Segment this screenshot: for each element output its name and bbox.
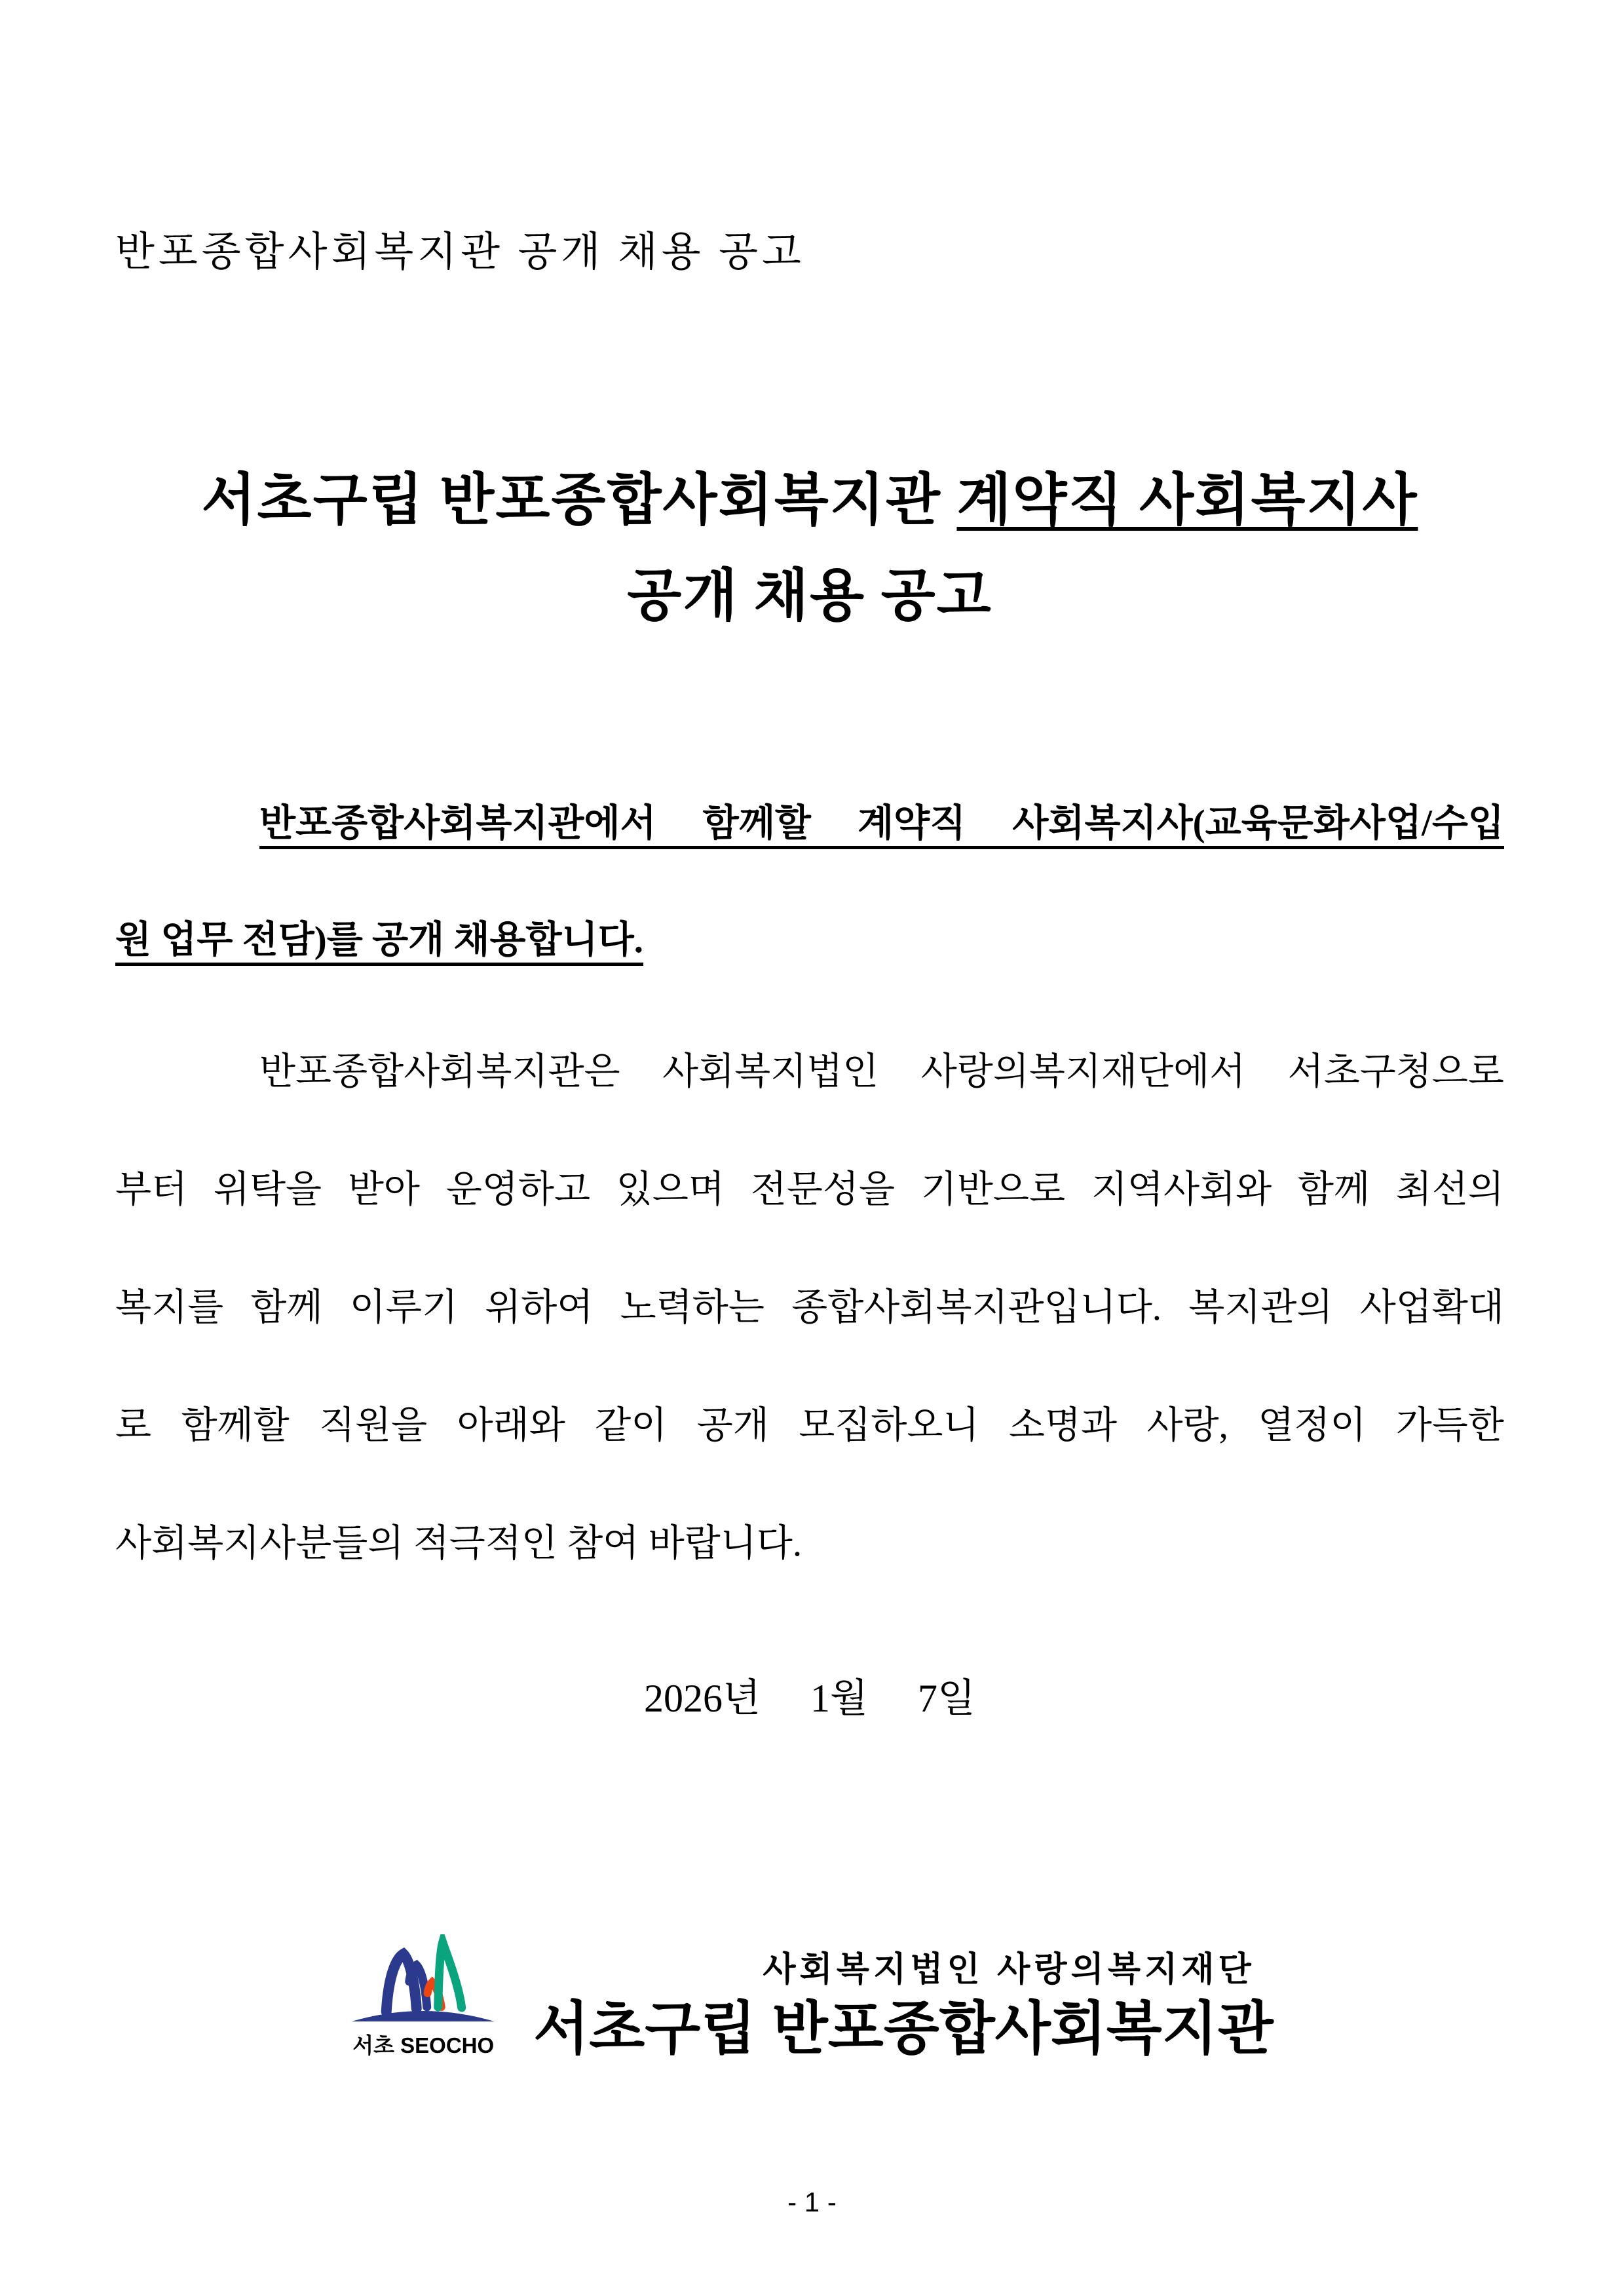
title-line-2: 공개 채용 공고 <box>627 564 992 627</box>
seocho-logo-column <box>350 1934 496 2059</box>
document-header-line: 반포종합사회복지관 공개 채용 공고 <box>115 230 805 275</box>
body-line-3: 복지를 함께 이루기 위하여 노력하는 종합사회복지관입니다. 복지관의 사업확대 <box>115 1287 1504 1328</box>
organization-name: 서초구립 반포종합사회복지관 <box>533 1996 1274 2061</box>
logo-base-dome <box>351 2011 494 2021</box>
page-number: - 1 - <box>787 2187 837 2217</box>
body-line-1: 반포종합사회복지관은 사회복지법인 사랑의복지재단에서 서초구청으로 <box>259 1051 1504 1092</box>
body-line-2: 부터 위탁을 받아 운영하고 있으며 전문성을 기반으로 지역사회와 함께 최선의 <box>115 1169 1504 1210</box>
body-paragraph <box>115 1013 1504 1603</box>
title-line1-underlined: 계약직 사회복지사 <box>956 469 1418 531</box>
organization-names <box>533 1934 1274 2063</box>
intro-line-2: 원 업무 전담)를 공개 채용합니다. <box>115 919 644 961</box>
intro-paragraph <box>115 765 1504 999</box>
title-line-1 <box>115 452 1504 548</box>
title-line1-prefix: 서초구립 반포종합사회복지관 <box>201 469 957 531</box>
intro-line-1: 반포종합사회복지관에서 함께할 계약직 사회복지사(교육문화사업/수입 <box>259 803 1504 844</box>
seocho-logo-caption: 서초 SEOCHO <box>352 2033 495 2057</box>
document-date: 2026년 1월 7일 <box>644 1677 975 1720</box>
document-title <box>115 452 1504 643</box>
seocho-logo-icon <box>350 1934 496 2022</box>
organization-parent-name: 사회복지법인 사랑의복지재단 <box>763 1951 1255 1989</box>
organization-logo <box>350 1934 1274 2063</box>
body-line-4: 로 함께할 직원을 아래와 같이 공개 모집하오니 소명과 사랑, 열정이 가득한 <box>115 1405 1504 1446</box>
body-line-5: 사회복지사분들의 적극적인 참여 바랍니다. <box>115 1523 803 1564</box>
logo-green-peak <box>438 1942 461 2008</box>
